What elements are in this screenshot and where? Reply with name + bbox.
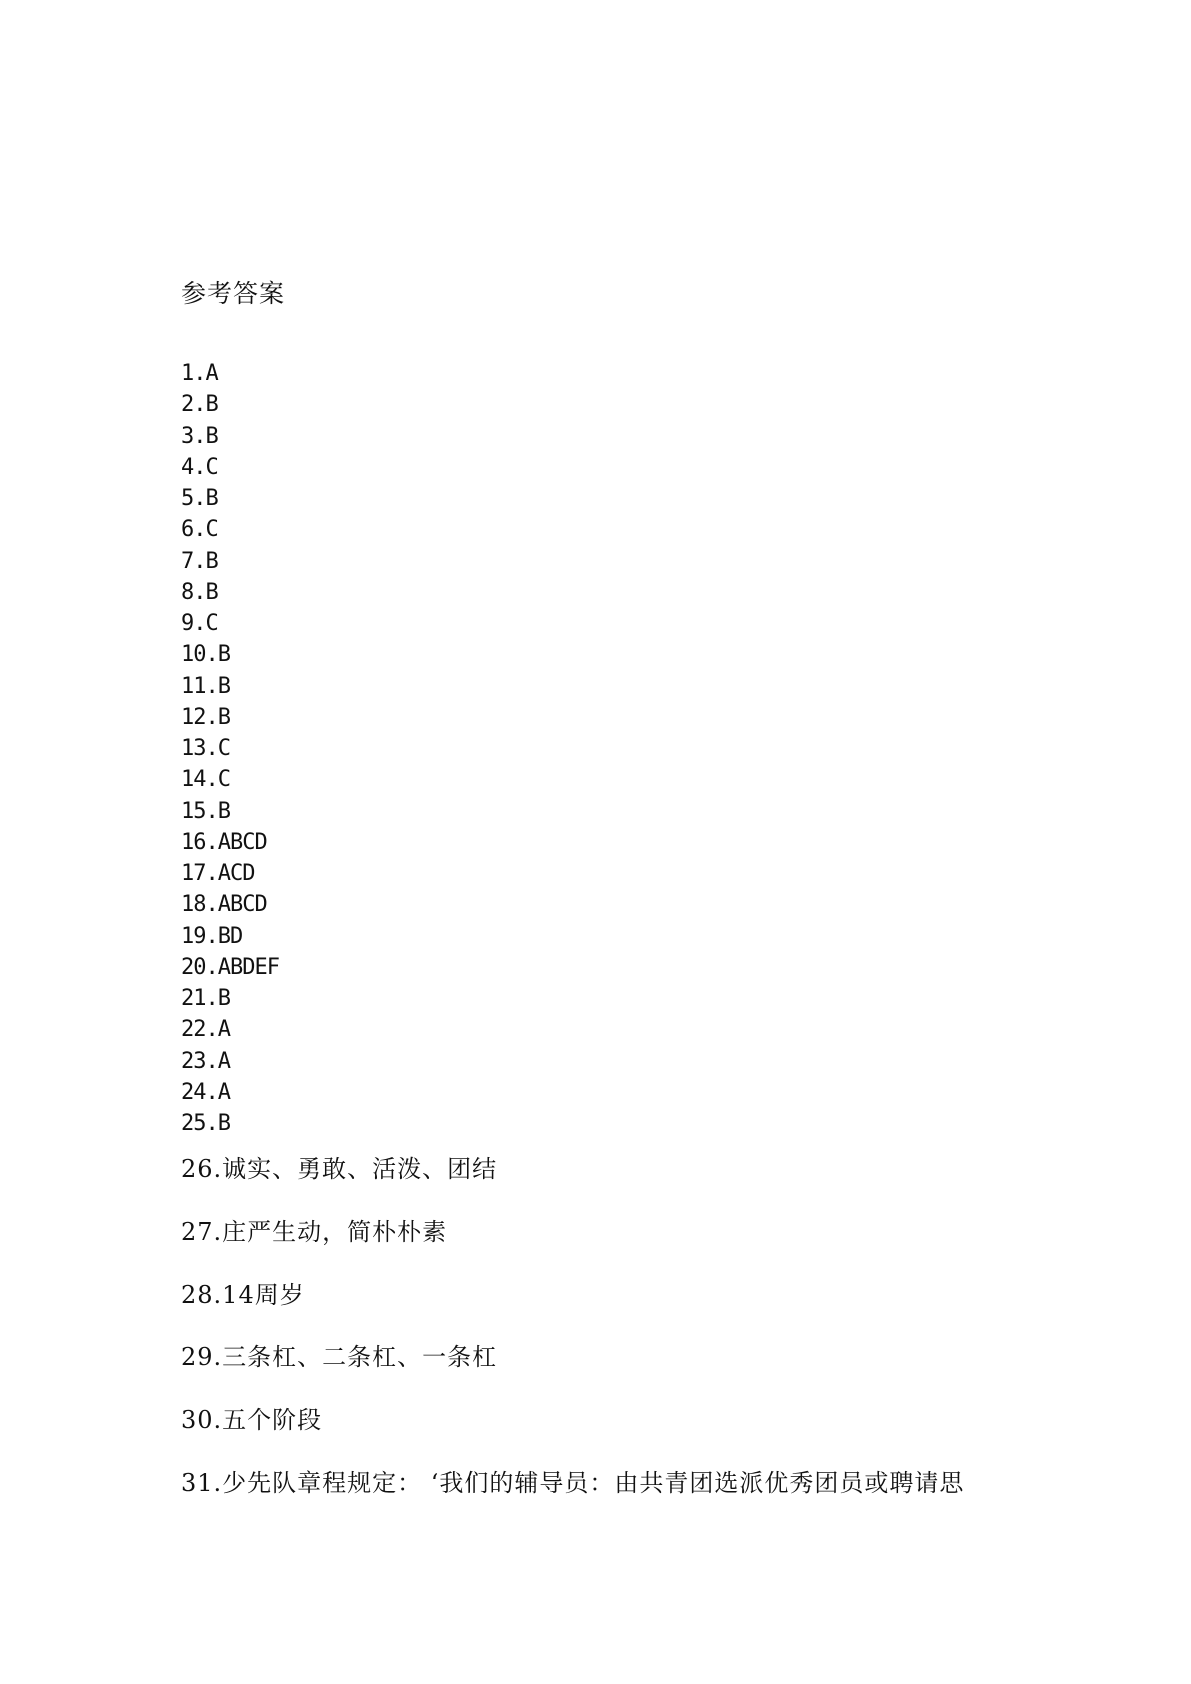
- answer-item: 13.C: [181, 736, 230, 761]
- answer-item: 10.B: [181, 642, 230, 668]
- answer-item: 18.ABCD: [181, 892, 267, 918]
- answer-item: 21.B: [181, 986, 230, 1011]
- answer-item-long: 30.五个阶段: [181, 1406, 323, 1435]
- answer-item: 2.B: [181, 392, 218, 418]
- answer-item: 3.B: [181, 423, 218, 449]
- answer-item-long: 29.三条杠、二条杠、一条杠: [181, 1343, 498, 1372]
- answer-item: 16.ABCD: [181, 829, 267, 855]
- answer-item-long: 28.14周岁: [181, 1280, 305, 1309]
- answer-item: 12.B: [181, 704, 230, 730]
- answer-item-long: 27.庄严生动，简朴朴素: [181, 1217, 448, 1246]
- answer-item: 9.C: [181, 611, 218, 636]
- answer-item: 8.B: [181, 579, 218, 605]
- answer-item: 6.C: [181, 517, 218, 543]
- answer-item: 24.A: [181, 1079, 230, 1105]
- answer-item: 15.B: [181, 798, 230, 824]
- long-answer-list: [181, 1152, 964, 1529]
- answer-item: 1.A: [181, 361, 218, 386]
- answer-item: 23.A: [181, 1048, 230, 1074]
- answer-item: 22.A: [181, 1017, 230, 1043]
- answer-item: 20.ABDEF: [181, 954, 279, 980]
- answer-item-long: 26.诚实、勇敢、活泼、团结: [181, 1155, 498, 1183]
- short-answer-list: [181, 358, 279, 1139]
- answer-item: 25.B: [181, 1111, 230, 1136]
- answer-item: 19.BD: [181, 923, 243, 949]
- answer-item: 17.ACD: [181, 861, 255, 886]
- answer-item: 7.B: [181, 548, 218, 574]
- answer-item: 14.C: [181, 767, 230, 793]
- answer-item: 4.C: [181, 454, 218, 480]
- answer-item: 11.B: [181, 673, 230, 699]
- answer-item: 5.B: [181, 486, 218, 511]
- answer-item-long: 31.少先队章程规定： ‘我们的辅导员：由共青团选派优秀团员或聘请思: [181, 1468, 965, 1497]
- page-title: 参考答案: [181, 279, 286, 308]
